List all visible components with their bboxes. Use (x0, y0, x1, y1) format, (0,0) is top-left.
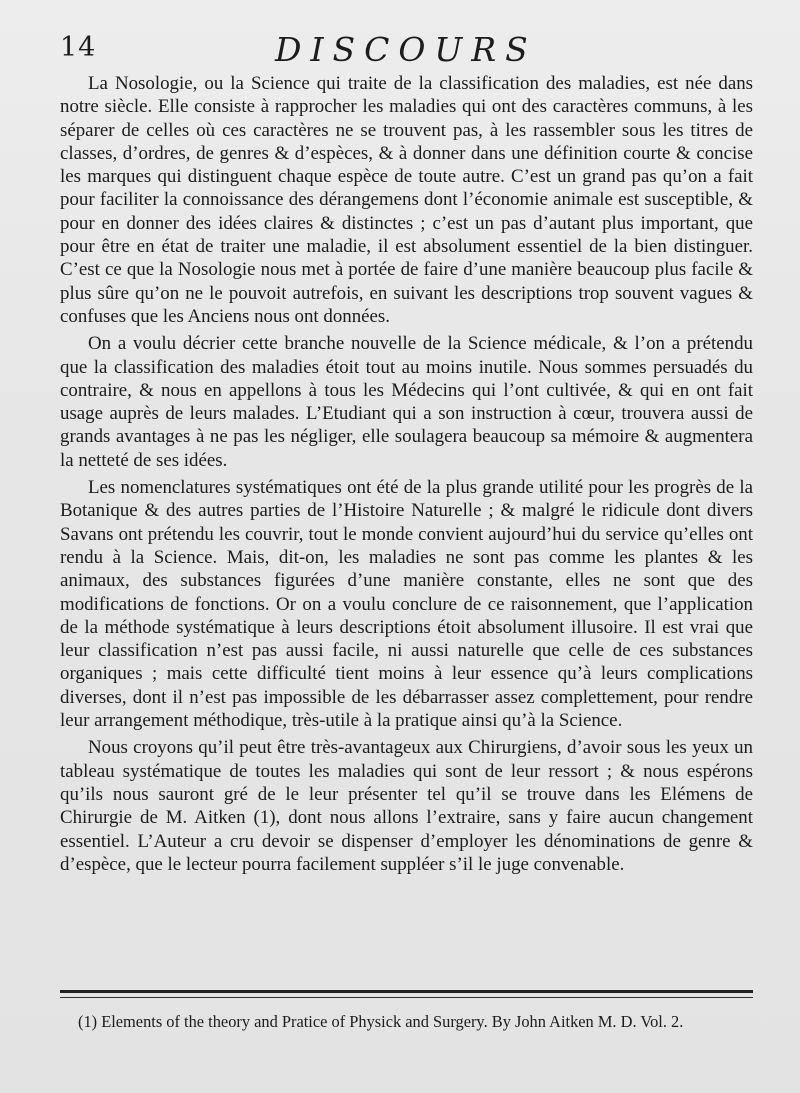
page-number: 14 (60, 32, 97, 63)
footnote: (1) Elements of the theory and Pratice of Physick and Surgery. By John Aitken M. D. Vol. 2. (78, 1012, 684, 1031)
paragraph-nomenclatures: Les nomenclatures systématiques ont été de la plus grande utilité pour les progrès de la Botanique & des autres parties de l’Histoire Naturelle ; & malgré le ridicule dont divers Savans ont prétendu les couvrir, tout le monde convient aujourd’hui du service qu’elles ont rendu à la Science. Mais, dit-on, les maladies ne sont pas comme les plantes & les animaux, des substances figurées d’une manière constante, elles ne sont que des modifications de fonctions. Or on a voulu conclure de ce raisonnement, que l’application de la méthode systématique à leurs descriptions étoit absolument illusoire. Il est vrai que leur classification n’est pas aussi facile, ni aussi naturelle que celle de ces substances organiques ; mais cette difficulté tient moins à leur essence qu’à leurs complications diverses, dont il n’est pas impossible de les débarrasser assez complettement, pour rendre leur arrangement méthodique, très-utile à la pratique ainsi qu’à la Science. (60, 477, 753, 732)
body-text (60, 72, 753, 880)
footnote-rule-thin (60, 997, 753, 998)
paragraph-nosologie: La Nosologie, ou la Science qui traite de la classification des maladies, est née dans notre siècle. Elle consiste à rapprocher les maladies qui ont des caractères communs, à les séparer de celles où ces caractères ne se trouvent pas, à les rassembler sous les titres de classes, d’ordres, de genres & d’espèces, & à donner dans une définition courte & concise les marques qui distinguent chaque espèce de toute autre. C’est un grand pas qu’on a fait pour faciliter la connoissance des dérangemens dont l’économie animale est susceptible, & pour en donner des idées claires & distinctes ; c’est un pas d’autant plus important, que pour être en état de traiter une maladie, il est absolument essentiel de la bien distinguer. C’est ce que la Nosologie nous met à portée de faire d’une manière beaucoup plus facile & plus sûre qu’on ne le pouvoit autrefois, en suivant les descriptions trop souvent vagues & confuses que les Anciens nous ont données. (60, 73, 753, 327)
running-head: DISCOURS (275, 30, 537, 69)
footnote-rule-thick (60, 990, 753, 993)
paragraph-classification: On a voulu décrier cette branche nouvelle de la Science médicale, & l’on a prétendu que la classification des maladies étoit tout au moins inutile. Nous sommes persuadés du contraire, & nous en appellons à tous les Médecins qui l’ont cultivée, & qui en ont fait usage auprès de leurs malades. L’Etudiant qui a son instruction à cœur, trouvera aussi de grands avantages à ne pas les négliger, elle soulagera beaucoup sa mémoire & augmentera la netteté de ses idées. (60, 333, 753, 471)
paragraph-chirurgiens: Nous croyons qu’il peut être très-avantageux aux Chirurgiens, d’avoir sous les yeux un tableau systématique de toutes les maladies qui sont de leur ressort ; & nous espérons qu’ils nous sauront gré de le leur présenter tel qu’il se trouve dans les Elémens de Chirurgie de M. Aitken (1), dont nous allons l’extraire, sans y faire aucun changement essentiel. L’Auteur a cru devoir se dispenser d’employer les dénominations de genre & d’espèce, que le lecteur pourra facilement suppléer s’il le juge convenable. (60, 737, 753, 875)
